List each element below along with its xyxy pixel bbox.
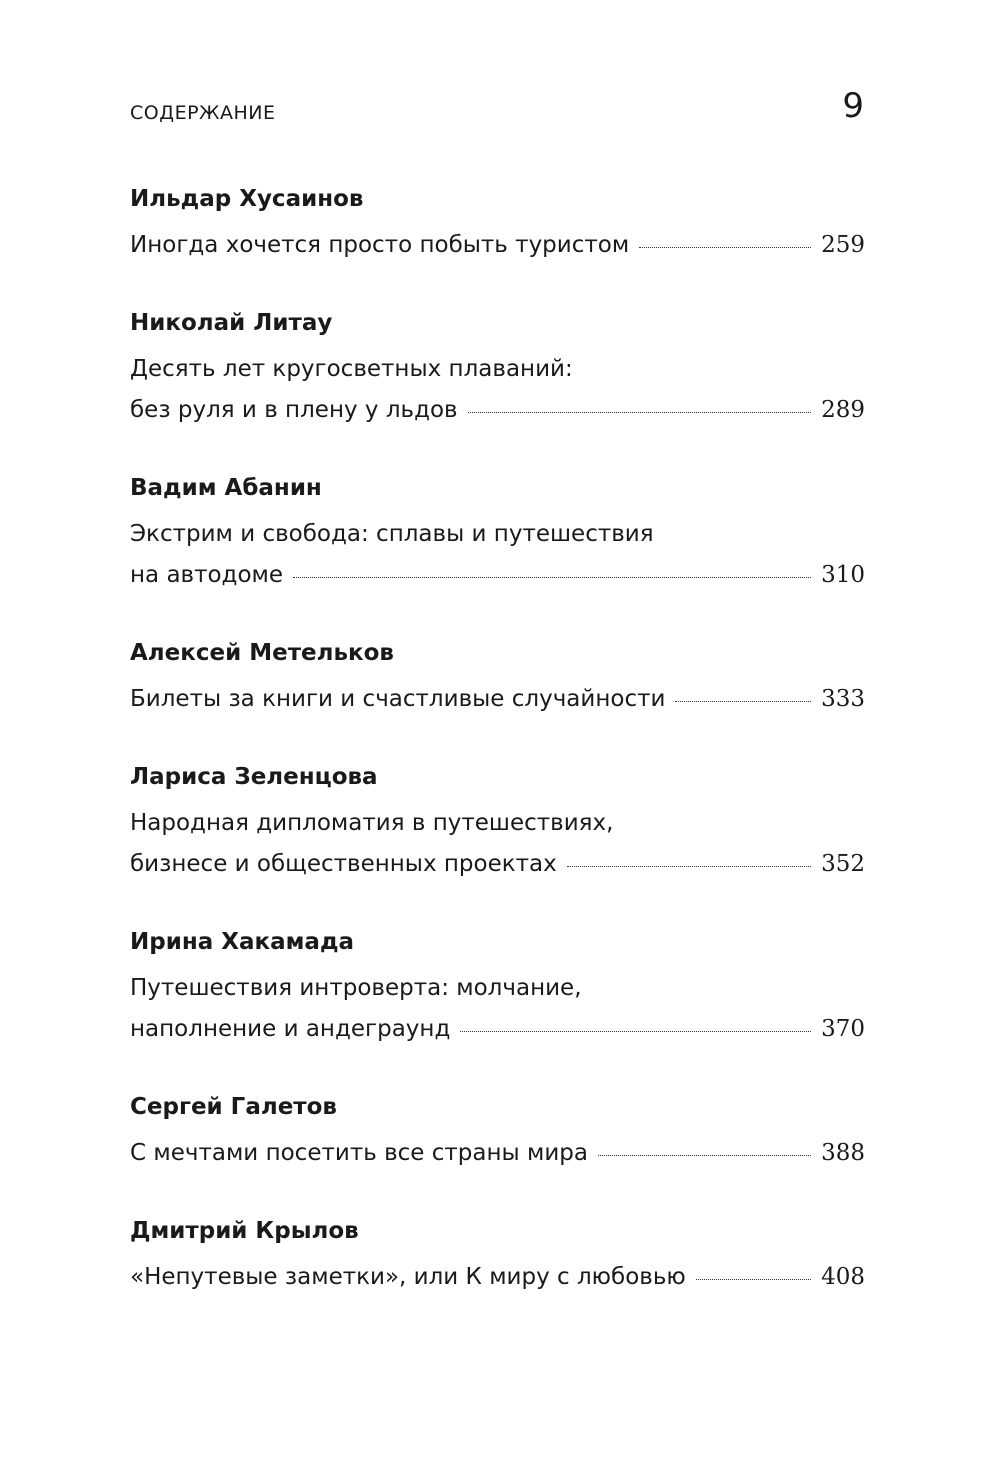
toc-entry	[130, 760, 865, 885]
entry-title-row[interactable]	[130, 1257, 865, 1298]
entry-author: Дмитрий Крылов	[130, 1218, 359, 1244]
dot-leader	[598, 1155, 811, 1156]
entry-author: Ильдар Хусаинов	[130, 186, 364, 212]
entry-title-row[interactable]	[130, 1009, 865, 1050]
toc-entry	[130, 1090, 865, 1174]
entry-title[interactable]: Экстрим и свобода: сплавы и путешествия	[130, 521, 654, 547]
entry-title: С мечтами посетить все страны мира	[130, 1140, 588, 1166]
dot-leader	[460, 1031, 811, 1032]
entry-title[interactable]: Народная дипломатия в путешествиях,	[130, 810, 614, 836]
entry-author: Николай Литау	[130, 310, 333, 336]
entry-page-number: 388	[821, 1140, 865, 1166]
entry-title-continued: наполнение и андеграунд	[130, 1016, 451, 1042]
table-of-contents	[130, 182, 865, 1298]
entry-title: Билеты за книги и счастливые случайности	[130, 686, 666, 712]
entry-author: Лариса Зеленцова	[130, 764, 378, 790]
entry-title-continued: на автодоме	[130, 562, 284, 588]
entry-title-row[interactable]	[130, 844, 865, 885]
dot-leader	[468, 412, 811, 413]
page-number: 9	[842, 86, 864, 126]
entry-title-row[interactable]	[130, 225, 865, 266]
entry-page-number: 408	[821, 1264, 865, 1290]
entry-page-number: 289	[821, 397, 865, 423]
entry-page-number: 370	[821, 1016, 865, 1042]
entry-title[interactable]: Путешествия интроверта: молчание,	[130, 975, 582, 1001]
entry-title-row[interactable]	[130, 555, 865, 596]
dot-leader	[293, 577, 811, 578]
dot-leader	[639, 247, 811, 248]
entry-title-row[interactable]	[130, 679, 865, 720]
entry-author: Ирина Хакамада	[130, 929, 355, 955]
entry-title-continued: бизнесе и общественных проектах	[130, 851, 557, 877]
entry-title-continued: без руля и в плену у льдов	[130, 397, 458, 423]
entry-author: Алексей Метельков	[130, 640, 394, 666]
dot-leader	[675, 701, 811, 702]
toc-entry	[130, 306, 865, 431]
entry-title-row[interactable]	[130, 1133, 865, 1174]
running-head: СОДЕРЖАНИЕ	[130, 102, 276, 124]
entry-page-number: 333	[821, 686, 865, 712]
toc-entry	[130, 925, 865, 1050]
entry-page-number: 259	[821, 232, 865, 258]
entry-title[interactable]: Десять лет кругосветных плаваний:	[130, 356, 573, 382]
entry-author: Сергей Галетов	[130, 1094, 337, 1120]
entry-page-number: 352	[821, 851, 865, 877]
entry-author: Вадим Абанин	[130, 475, 322, 501]
entry-title: Иногда хочется просто побыть туристом	[130, 232, 630, 258]
toc-entry	[130, 636, 865, 720]
dot-leader	[696, 1279, 811, 1280]
toc-entry	[130, 182, 865, 266]
entry-title: «Непутевые заметки», или К миру с любовью	[130, 1264, 686, 1290]
entry-page-number: 310	[821, 562, 865, 588]
dot-leader	[567, 866, 811, 867]
entry-title-row[interactable]	[130, 390, 865, 431]
toc-entry	[130, 1214, 865, 1298]
toc-entry	[130, 471, 865, 596]
